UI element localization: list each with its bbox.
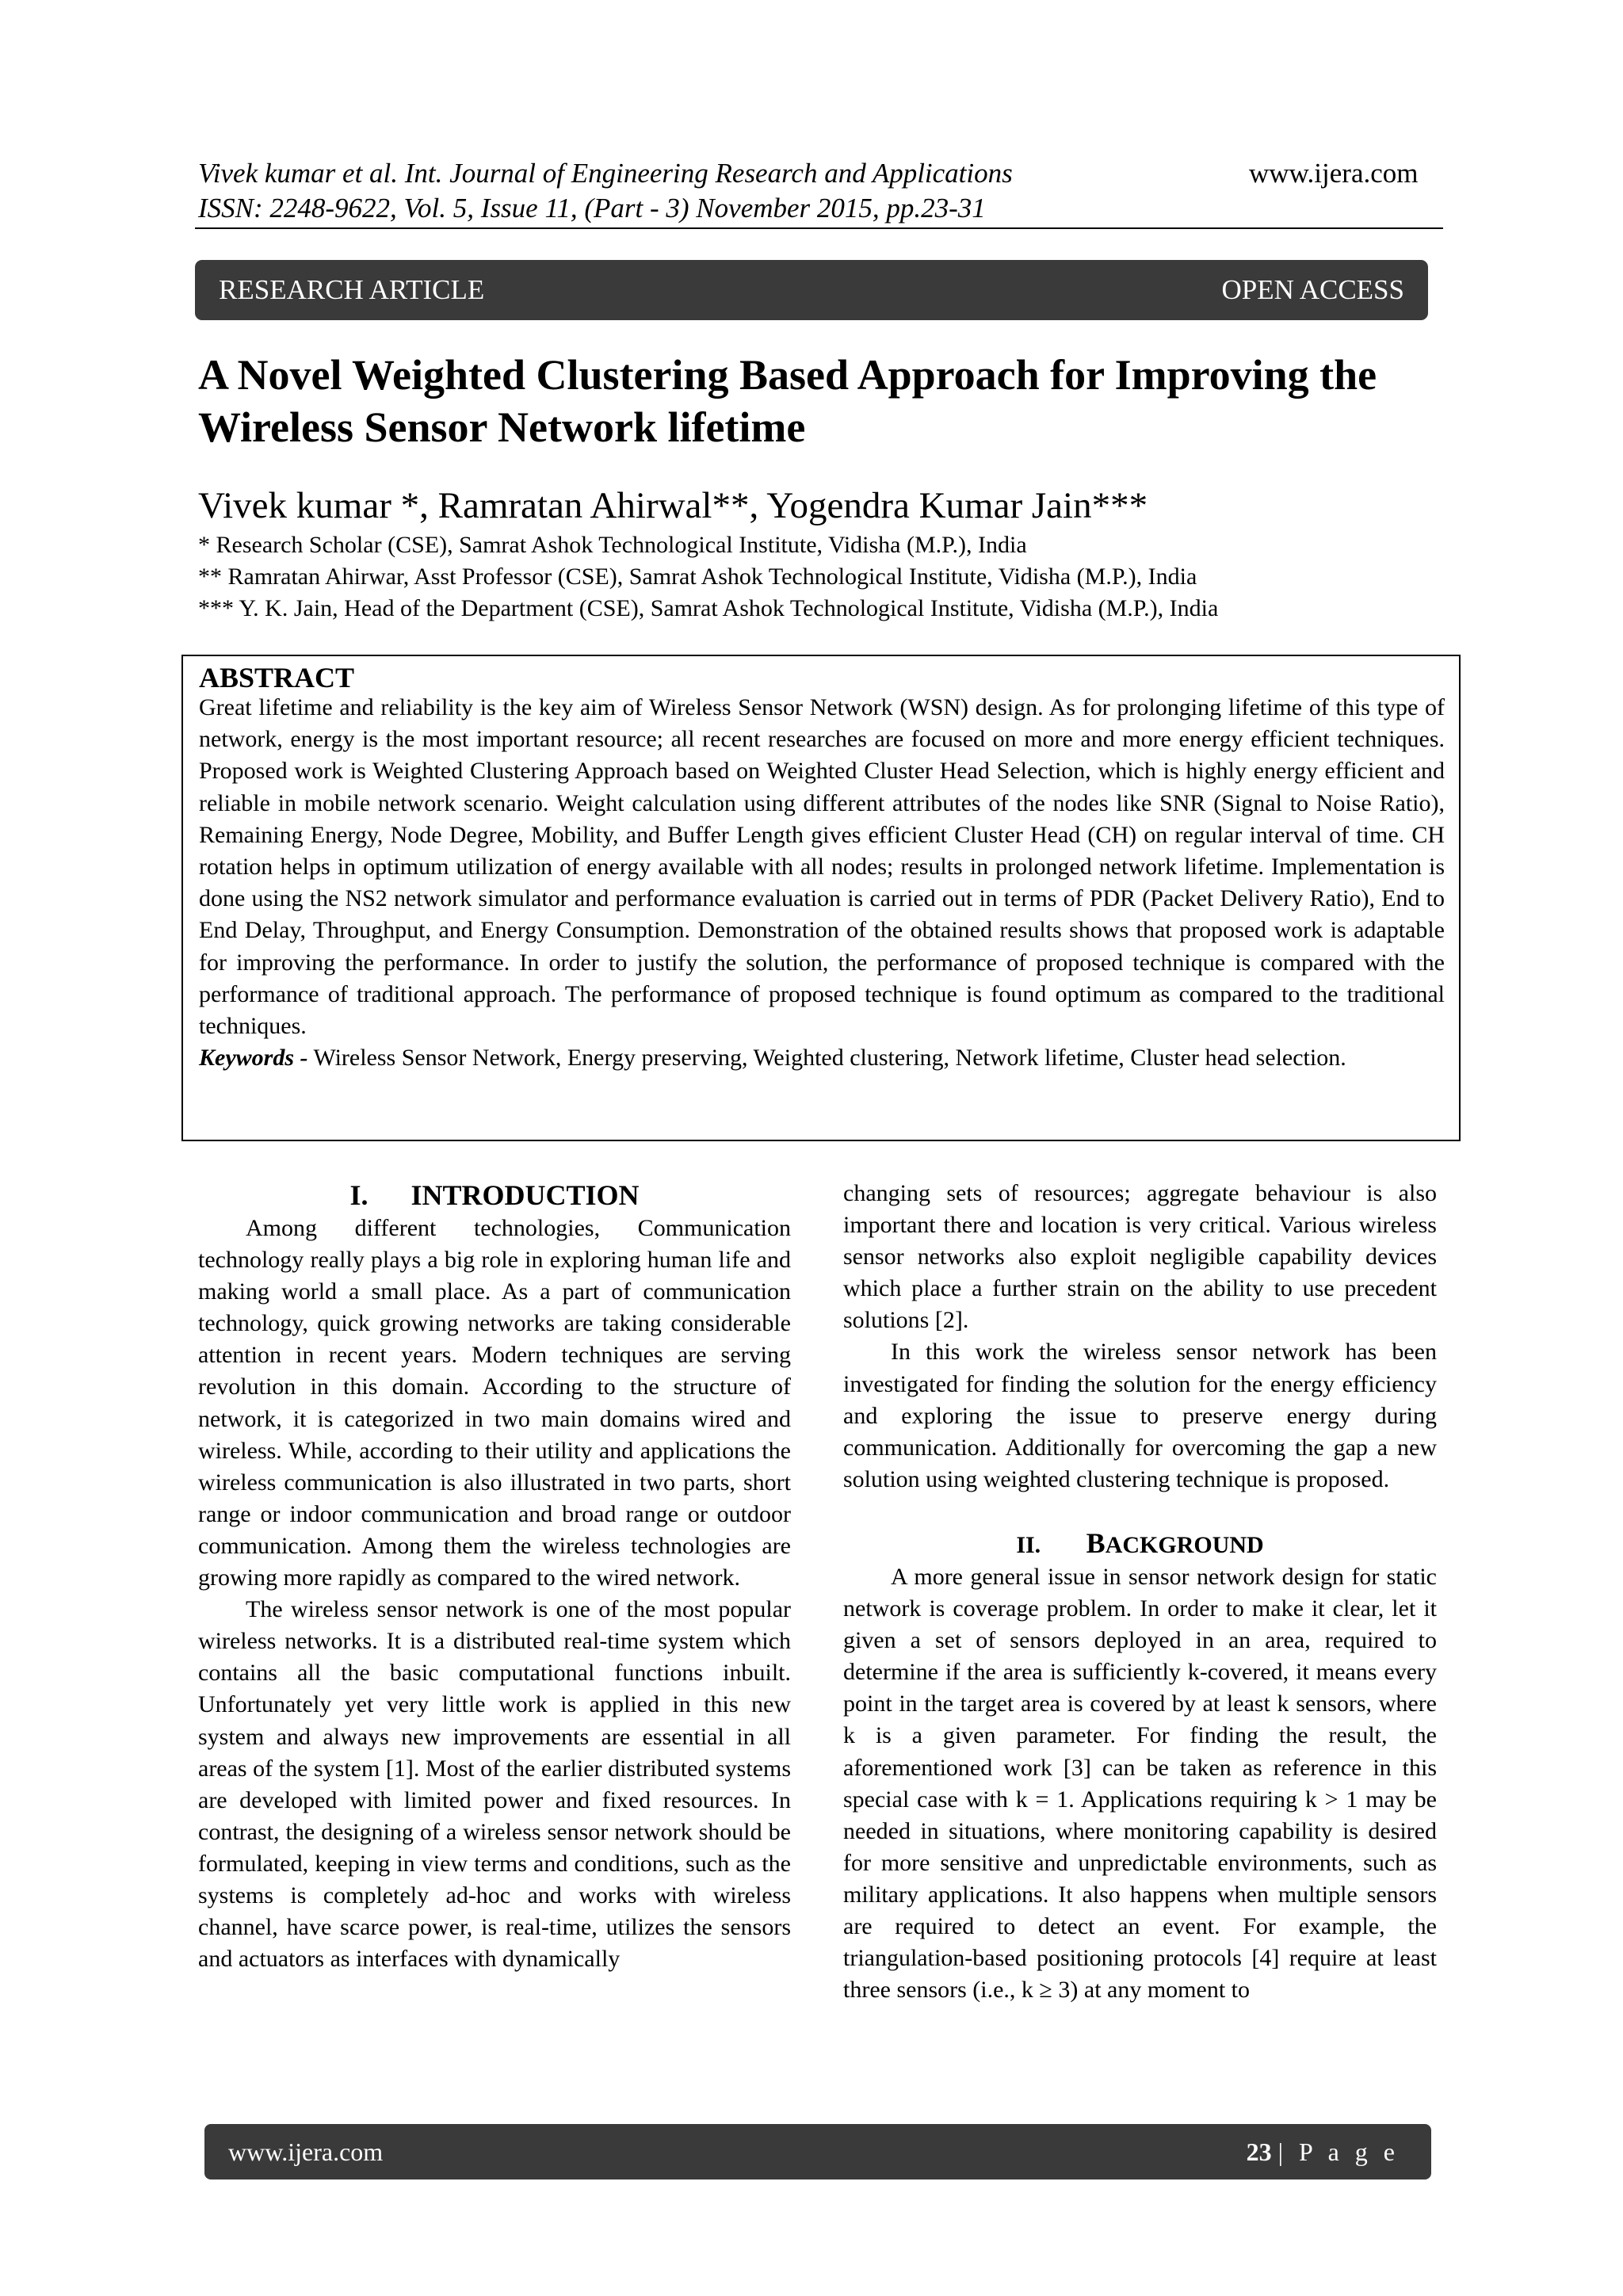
journal-citation-line2: ISSN: 2248-9622, Vol. 5, Issue 11, (Part - 3) November 2015, pp.23-31 <box>198 193 986 223</box>
page-label: | P a g e <box>1277 2137 1400 2166</box>
intro-paragraph-1: Among different technologies, Communication technology really plays a big role in exploring human life and making world a small place. As a part of communication technology, quick growing networks are taking considerable attention in recent years. Modern techniques are serving revolution in this domain. According to the structure of network, it is categorized in two main domains wired and wireless. While, according to their utility and applications the wireless communication is also illustrated in two parts, short range or indoor communication and broad range or outdoor communication. Among them the wireless technologies are growing more rapidly as compared to the wired network. <box>198 1215 791 1591</box>
section-heading-introduction: I. INTRODUCTION <box>349 1179 640 1211</box>
affiliation-1: * Research Scholar (CSE), Samrat Ashok Technological Institute, Vidisha (M.P.), India <box>198 532 1027 558</box>
left-column <box>198 1178 791 1975</box>
abstract-text: Great lifetime and reliability is the key aim of Wireless Sensor Network (WSN) design. As for prolonging lifetime of this type of network, energy is the most important resource; all recent researches are focused on more and more energy efficient techniques. Proposed work is Weighted Clustering Approach based on Weighted Cluster Head Selection, which is highly energy efficient and reliable in mobile network scenario. Weight calculation using different attributes of the nodes like SNR (Signal to Noise Ratio), Remaining Energy, Node Degree, Mobility, and Buffer Length gives efficient Cluster Head (CH) on regular interval of time. CH rotation helps in optimum utilization of energy available with all nodes; results in prolonged network lifetime. Implementation is done using the NS2 network simulator and performance evaluation is carried out in terms of PDR (Packet Delivery Ratio), End to End Delay, Throughput, and Energy Consumption. Demonstration of the obtained results shows that proposed work is adaptable for improving the performance. In order to justify the solution, the performance of proposed technique is compared with the performance of traditional approach. The performance of proposed technique is found optimum as compared to the traditional techniques. <box>199 694 1445 1040</box>
affiliation-3: *** Y. K. Jain, Head of the Department (CSE), Samrat Ashok Technological Institute, Vidisha (M.P.), India <box>198 595 1219 621</box>
background-paragraph-1: A more general issue in sensor network design for static network is coverage problem. In order to make it clear, let it given a set of sensors deployed in an area, required to determine if the area is sufficiently k-covered, it means every point in the target area is covered by at least k sensors, where k is a given parameter. For finding the result, the aforementioned work [3] can be taken as reference in this special case with k = 1. Applications requiring k > 1 may be needed in situations, where monitoring capability is desired for more sensitive and unpredictable environments, such as military applications. It also happens when multiple sensors are required to detect an event. For example, the triangulation-based positioning protocols [4] require at least three sensors (i.e., k ≥ 3) at any moment to <box>843 1563 1437 2004</box>
right-column <box>843 1178 1437 2006</box>
abstract-body <box>199 692 1445 1074</box>
paper-title: A Novel Weighted Clustering Based Approach for Improving the Wireless Sensor Network lifetime <box>198 351 1377 451</box>
research-article-label: RESEARCH ARTICLE <box>219 274 485 305</box>
article-type-banner <box>195 260 1428 320</box>
abstract-heading: ABSTRACT <box>199 662 355 693</box>
intro-paragraph-2: The wireless sensor network is one of the most popular wireless networks. It is a distributed real-time system which contains all the basic computational functions inbuilt. Unfortunately yet very little work is applied in this new system and always new improvements are essential in all areas of the system [1]. Most of the earlier distributed systems are developed with limited power and fixed resources. In contrast, the designing of a wireless sensor network should be formulated, keeping in view terms and conditions, such as the systems is completely ad-hoc and works with wireless channel, have scarce power, is real-time, utilizes the sensors and actuators as interfaces with dynamically <box>198 1596 791 1973</box>
header-rule <box>195 227 1443 229</box>
page-indicator <box>1247 2137 1400 2167</box>
intro-paragraph-3: changing sets of resources; aggregate behaviour is also important there and location is very critical. Various wireless sensor networks also exploit negligible capability devices which place a further strain on the ability to use precedent solutions [2]. <box>843 1180 1437 1334</box>
journal-citation-line1: Vivek kumar et al. Int. Journal of Engineering Research and Applications <box>198 158 1013 189</box>
section-number: II. <box>1016 1531 1041 1558</box>
section-initial: B <box>1086 1526 1106 1559</box>
open-access-label: OPEN ACCESS <box>1221 274 1404 305</box>
header-website-link[interactable]: www.ijera.com <box>1249 158 1419 189</box>
page-number: 23 <box>1246 2137 1272 2166</box>
affiliation-2: ** Ramratan Ahirwar, Asst Professor (CSE), Samrat Ashok Technological Institute, Vidisha (M.P.), India <box>198 563 1197 590</box>
intro-paragraph-4: In this work the wireless sensor network has been investigated for finding the solution for the energy efficiency and exploring the issue to preserve energy during communication. Additionally for overcoming the gap a new solution using weighted clustering technique is proposed. <box>843 1339 1437 1492</box>
section-title-rest: ACKGROUND <box>1105 1531 1264 1558</box>
keywords-text: Wireless Sensor Network, Energy preserving, Weighted clustering, Network lifetime, Cluster head selection. <box>307 1045 1346 1072</box>
page-footer <box>204 2124 1431 2179</box>
footer-website-link[interactable]: www.ijera.com <box>228 2137 384 2166</box>
author-list: Vivek kumar *, Ramratan Ahirwal**, Yogendra Kumar Jain*** <box>198 485 1148 526</box>
section-heading-background <box>843 1527 1437 1561</box>
keywords-label: Keywords - <box>199 1045 308 1072</box>
